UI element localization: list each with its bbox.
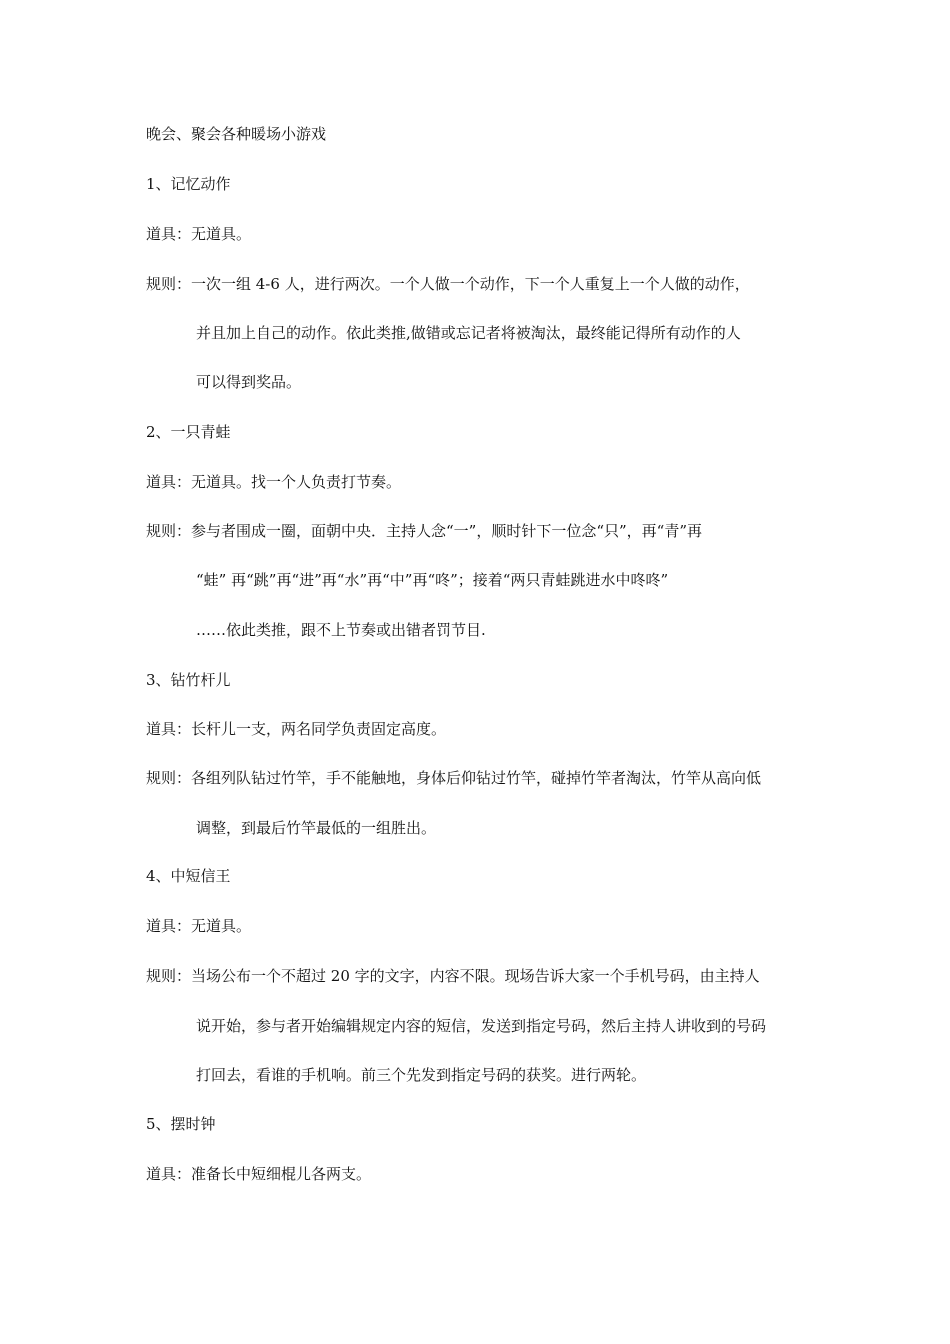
section-rules-line: 打回去，看谁的手机响。前三个先发到指定号码的获奖。进行两轮。 — [196, 1066, 647, 1084]
section-props: 道具：无道具。 — [146, 917, 252, 935]
section-rules-line: 并且加上自己的动作。依此类推,做错或忘记者将被淘汰，最终能记得所有动作的人 — [196, 324, 741, 342]
section-rules-line: ……依此类推，跟不上节奏或出错者罚节目. — [196, 621, 486, 639]
section-rules-line: 规则：当场公布一个不超过 20 字的文字，内容不限。现场告诉大家一个手机号码，由主持人 — [146, 967, 760, 985]
section-heading: 1、记忆动作 — [146, 175, 231, 193]
section-rules-line: 规则：参与者围成一圈，面朝中央．主持人念“一”，顺时针下一位念“只”，再“青”再 — [146, 522, 703, 540]
section-heading: 2、一只青蛙 — [146, 423, 231, 441]
section-rules-line: “蛙” 再“跳”再“进”再“水”再“中”再“咚”；接着“两只青蛙跳进水中咚咚” — [196, 571, 669, 589]
section-heading: 3、钻竹杆儿 — [146, 671, 231, 689]
section-rules-line: 规则：一次一组 4-6 人，进行两次。一个人做一个动作，下一个人重复上一个人做的动作， — [146, 275, 750, 293]
section-props: 道具：长杆儿一支，两名同学负责固定高度。 — [146, 720, 447, 738]
document-title: 晚会、聚会各种暖场小游戏 — [146, 125, 327, 143]
section-rules-line: 可以得到奖品。 — [196, 373, 302, 391]
section-heading: 4、中短信王 — [146, 867, 231, 885]
section-heading: 5、摆时钟 — [146, 1115, 216, 1133]
section-props: 道具：无道具。找一个人负责打节奏。 — [146, 473, 402, 491]
section-rules-line: 调整，到最后竹竿最低的一组胜出。 — [196, 819, 437, 837]
section-props: 道具：准备长中短细棍儿各两支。 — [146, 1165, 372, 1183]
section-rules-line: 规则：各组列队钻过竹竿，手不能触地，身体后仰钻过竹竿，碰掉竹竿者淘汰，竹竿从高向低 — [146, 769, 762, 787]
section-rules-line: 说开始，参与者开始编辑规定内容的短信，发送到指定号码，然后主持人讲收到的号码 — [196, 1017, 767, 1035]
section-props: 道具：无道具。 — [146, 225, 252, 243]
